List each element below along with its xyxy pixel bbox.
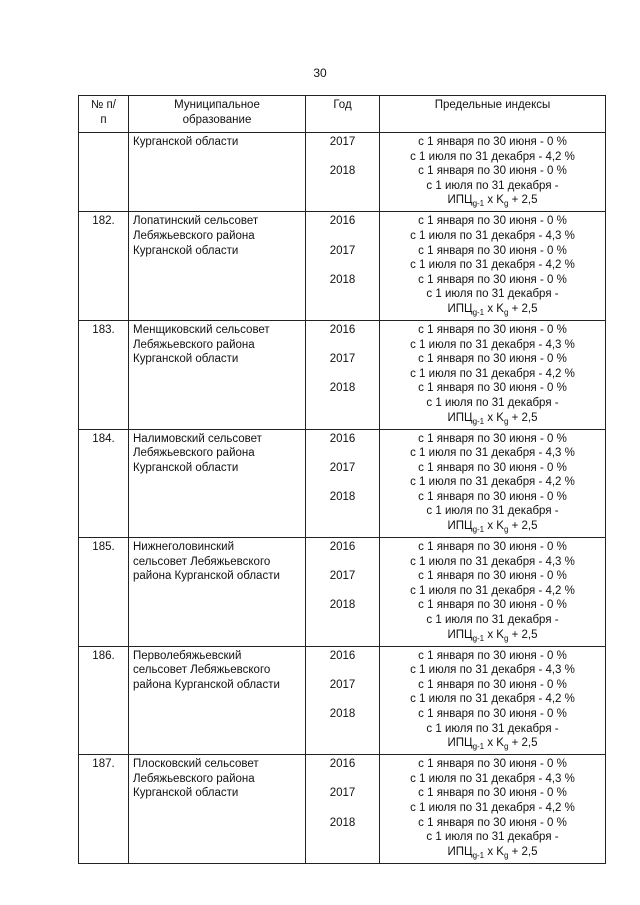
year-spacer [306, 663, 379, 678]
municipality-name-line: Курганской области [133, 787, 239, 800]
formula-prefix: ИПЦ [447, 411, 473, 424]
year-spacer [306, 555, 379, 570]
index-cell [380, 429, 606, 538]
year-spacer [306, 801, 379, 816]
municipality-name-line: Лебяжьевского района [133, 338, 255, 351]
formula-suffix: + 2,5 [508, 520, 538, 533]
municipality-name-line: Курганской области [133, 461, 239, 474]
year-value: 2017 [329, 461, 356, 474]
formula-sub-g1: g-1 [472, 307, 485, 317]
index-line: с 1 января по 30 июня - 0 % [418, 599, 567, 612]
index-line: с 1 января по 30 июня - 0 % [418, 787, 567, 800]
index-line: с 1 января по 30 июня - 0 % [418, 432, 567, 445]
row-number: 183. [79, 320, 129, 429]
year-spacer [306, 692, 379, 707]
index-line: с 1 июля по 31 декабря - [426, 288, 559, 301]
index-line: с 1 июля по 31 декабря - 4,3 % [410, 664, 575, 677]
index-line: с 1 января по 30 июня - 0 % [418, 461, 567, 474]
year-cell [306, 133, 380, 212]
index-cell [380, 320, 606, 429]
index-line: с 1 июля по 31 декабря - 4,3 % [410, 772, 575, 785]
formula-sub-g: g [503, 742, 509, 752]
municipality-name-line: Нижнеголовинский [133, 541, 235, 554]
formula-sub-g: g [503, 307, 509, 317]
header-indices: Предельные индексы [380, 96, 606, 133]
index-line: с 1 июля по 31 декабря - 4,2 % [410, 584, 575, 597]
index-line: с 1 июля по 31 декабря - 4,3 % [410, 447, 575, 460]
year-value: 2016 [329, 432, 356, 445]
year-value: 2018 [329, 490, 356, 503]
index-line: с 1 января по 30 июня - 0 % [418, 649, 567, 662]
index-line: с 1 января по 30 июня - 0 % [418, 323, 567, 336]
municipality-name [129, 320, 306, 429]
year-value: 2016 [329, 649, 356, 662]
formula-prefix: ИПЦ [447, 845, 473, 858]
formula-suffix: + 2,5 [508, 737, 538, 750]
index-line: с 1 июля по 31 декабря - [426, 831, 559, 844]
municipality-name-line: Курганской области [133, 353, 239, 366]
municipality-name [129, 212, 306, 321]
municipality-name-line: Менщиковский сельсовет [133, 323, 270, 336]
index-line: с 1 января по 30 июня - 0 % [418, 165, 567, 178]
year-value: 2018 [329, 599, 356, 612]
formula-sub-g1: g-1 [472, 850, 485, 860]
year-value: 2018 [329, 816, 356, 829]
municipality-name-line: Курганской области [133, 136, 239, 148]
formula-sub-g: g [503, 850, 509, 860]
year-value: 2018 [329, 708, 356, 720]
formula-sub-g: g [503, 416, 509, 426]
year-value: 2018 [329, 273, 356, 286]
year-value: 2017 [329, 678, 356, 691]
formula-suffix: + 2,5 [508, 628, 538, 641]
formula-prefix: ИПЦ [447, 194, 473, 207]
year-value: 2018 [329, 382, 356, 395]
year-value: 2018 [329, 165, 356, 178]
year-cell [306, 212, 380, 321]
formula-suffix: + 2,5 [508, 302, 538, 315]
index-line: с 1 января по 30 июня - 0 % [418, 816, 567, 829]
index-line: с 1 июля по 31 декабря - 4,2 % [410, 801, 575, 814]
municipality-name-line: сельсовет Лебяжьевского [133, 555, 271, 568]
year-spacer [306, 475, 379, 490]
formula-ipc [380, 302, 605, 318]
municipality-name [129, 755, 306, 864]
formula-suffix: + 2,5 [508, 845, 538, 858]
index-line: с 1 июля по 31 декабря - 4,2 % [410, 476, 575, 489]
year-value: 2017 [329, 353, 356, 366]
index-cell [380, 538, 606, 647]
year-spacer [306, 150, 379, 165]
year-cell [306, 755, 380, 864]
municipality-name-line: района Курганской области [133, 570, 280, 583]
municipality-name [129, 646, 306, 755]
index-line: с 1 июля по 31 декабря - [426, 505, 559, 518]
index-line: с 1 июля по 31 декабря - [426, 396, 559, 409]
formula-ipc [380, 193, 605, 209]
year-value: 2017 [329, 787, 356, 800]
formula-ipc [380, 845, 605, 861]
index-cell [380, 646, 606, 755]
year-value: 2016 [329, 758, 356, 771]
formula-mid: x K [484, 194, 504, 207]
year-spacer [306, 772, 379, 787]
formula-ipc [380, 736, 605, 752]
formula-prefix: ИПЦ [447, 737, 473, 750]
formula-ipc [380, 411, 605, 427]
row-number: 184. [79, 429, 129, 538]
index-line: с 1 июля по 31 декабря - [426, 614, 559, 627]
municipality-name-line: Курганской области [133, 244, 239, 257]
municipality-name [129, 538, 306, 647]
row-number: 186. [79, 646, 129, 755]
year-spacer [306, 338, 379, 353]
index-line: с 1 июля по 31 декабря - 4,3 % [410, 555, 575, 568]
index-line: с 1 июля по 31 декабря - 4,2 % [410, 367, 575, 380]
year-spacer [306, 258, 379, 273]
index-line: с 1 июля по 31 декабря - 4,3 % [410, 338, 575, 351]
index-line: с 1 июля по 31 декабря - 4,2 % [410, 693, 575, 706]
formula-sub-g1: g-1 [472, 416, 485, 426]
header-municipality: Муниципальное образование [129, 96, 306, 133]
formula-ipc [380, 519, 605, 535]
year-value: 2017 [329, 136, 356, 148]
index-cell [380, 755, 606, 864]
table-row-continuation [79, 133, 606, 212]
header-num: № п/п [79, 96, 129, 133]
year-value: 2017 [329, 570, 356, 583]
formula-prefix: ИПЦ [447, 520, 473, 533]
formula-sub-g: g [503, 199, 509, 209]
index-line: с 1 июля по 31 декабря - [426, 179, 559, 192]
index-line: с 1 июля по 31 декабря - 4,2 % [410, 259, 575, 272]
table-row [79, 429, 606, 538]
municipality-name [129, 133, 306, 212]
row-number: 187. [79, 755, 129, 864]
row-number: 182. [79, 212, 129, 321]
formula-mid: x K [484, 628, 504, 641]
table-row [79, 755, 606, 864]
year-value: 2016 [329, 541, 356, 554]
formula-sub-g1: g-1 [472, 633, 485, 643]
formula-mid: x K [484, 302, 504, 315]
row-number: 185. [79, 538, 129, 647]
municipality-name-line: Налимовский сельсовет [133, 432, 262, 445]
year-value: 2017 [329, 244, 356, 257]
index-line: с 1 июля по 31 декабря - 4,2 % [410, 150, 575, 163]
index-cell [380, 212, 606, 321]
index-line: с 1 июля по 31 декабря - 4,3 % [410, 229, 575, 242]
municipality-name-line: Лебяжьевского района [133, 447, 255, 460]
formula-sub-g1: g-1 [472, 525, 485, 535]
page-number: 30 [313, 66, 327, 80]
index-line: с 1 января по 30 июня - 0 % [418, 570, 567, 583]
index-line: с 1 января по 30 июня - 0 % [418, 215, 567, 228]
formula-suffix: + 2,5 [508, 194, 538, 207]
formula-sub-g: g [503, 633, 509, 643]
formula-mid: x K [484, 845, 504, 858]
formula-prefix: ИПЦ [447, 628, 473, 641]
formula-mid: x K [484, 411, 504, 424]
table-body [79, 133, 606, 864]
formula-prefix: ИПЦ [447, 302, 473, 315]
formula-sub-g: g [503, 525, 509, 535]
table-row [79, 320, 606, 429]
index-line: с 1 января по 30 июня - 0 % [418, 708, 567, 720]
table-row [79, 212, 606, 321]
index-cell [380, 133, 606, 212]
index-line: с 1 января по 30 июня - 0 % [418, 490, 567, 503]
table-row [79, 646, 606, 755]
index-line: с 1 января по 30 июня - 0 % [418, 353, 567, 366]
formula-suffix: + 2,5 [508, 411, 538, 424]
municipality-name-line: района Курганской области [133, 678, 280, 691]
table-row [79, 538, 606, 647]
formula-sub-g1: g-1 [472, 199, 485, 209]
municipality-name-line: Лопатинский сельсовет [133, 215, 259, 228]
year-cell [306, 538, 380, 647]
header-year: Год [306, 96, 380, 133]
formula-sub-g1: g-1 [472, 742, 485, 752]
year-cell [306, 429, 380, 538]
formula-mid: x K [484, 520, 504, 533]
municipality-name-line: сельсовет Лебяжьевского [133, 664, 271, 677]
index-line: с 1 января по 30 июня - 0 % [418, 273, 567, 286]
year-value: 2016 [329, 323, 356, 336]
row-number [79, 133, 129, 212]
year-cell [306, 646, 380, 755]
year-spacer [306, 446, 379, 461]
year-spacer [306, 584, 379, 599]
indices-table [78, 95, 606, 864]
municipality-name-line: Перволебяжьевский [133, 649, 242, 662]
year-spacer [306, 229, 379, 244]
year-spacer [306, 367, 379, 382]
formula-ipc [380, 628, 605, 644]
index-line: с 1 января по 30 июня - 0 % [418, 382, 567, 395]
table-header-row [79, 96, 606, 133]
municipality-name-line: Плосковский сельсовет [133, 758, 259, 771]
index-line: с 1 января по 30 июня - 0 % [418, 136, 567, 148]
index-line: с 1 января по 30 июня - 0 % [418, 244, 567, 257]
year-cell [306, 320, 380, 429]
year-value: 2016 [329, 215, 356, 228]
index-line: с 1 января по 30 июня - 0 % [418, 541, 567, 554]
index-line: с 1 июля по 31 декабря - [426, 722, 559, 735]
index-line: с 1 января по 30 июня - 0 % [418, 758, 567, 771]
index-line: с 1 января по 30 июня - 0 % [418, 678, 567, 691]
municipality-name-line: Лебяжьевского района [133, 229, 255, 242]
municipality-name-line: Лебяжьевского района [133, 772, 255, 785]
municipality-name [129, 429, 306, 538]
formula-mid: x K [484, 737, 504, 750]
